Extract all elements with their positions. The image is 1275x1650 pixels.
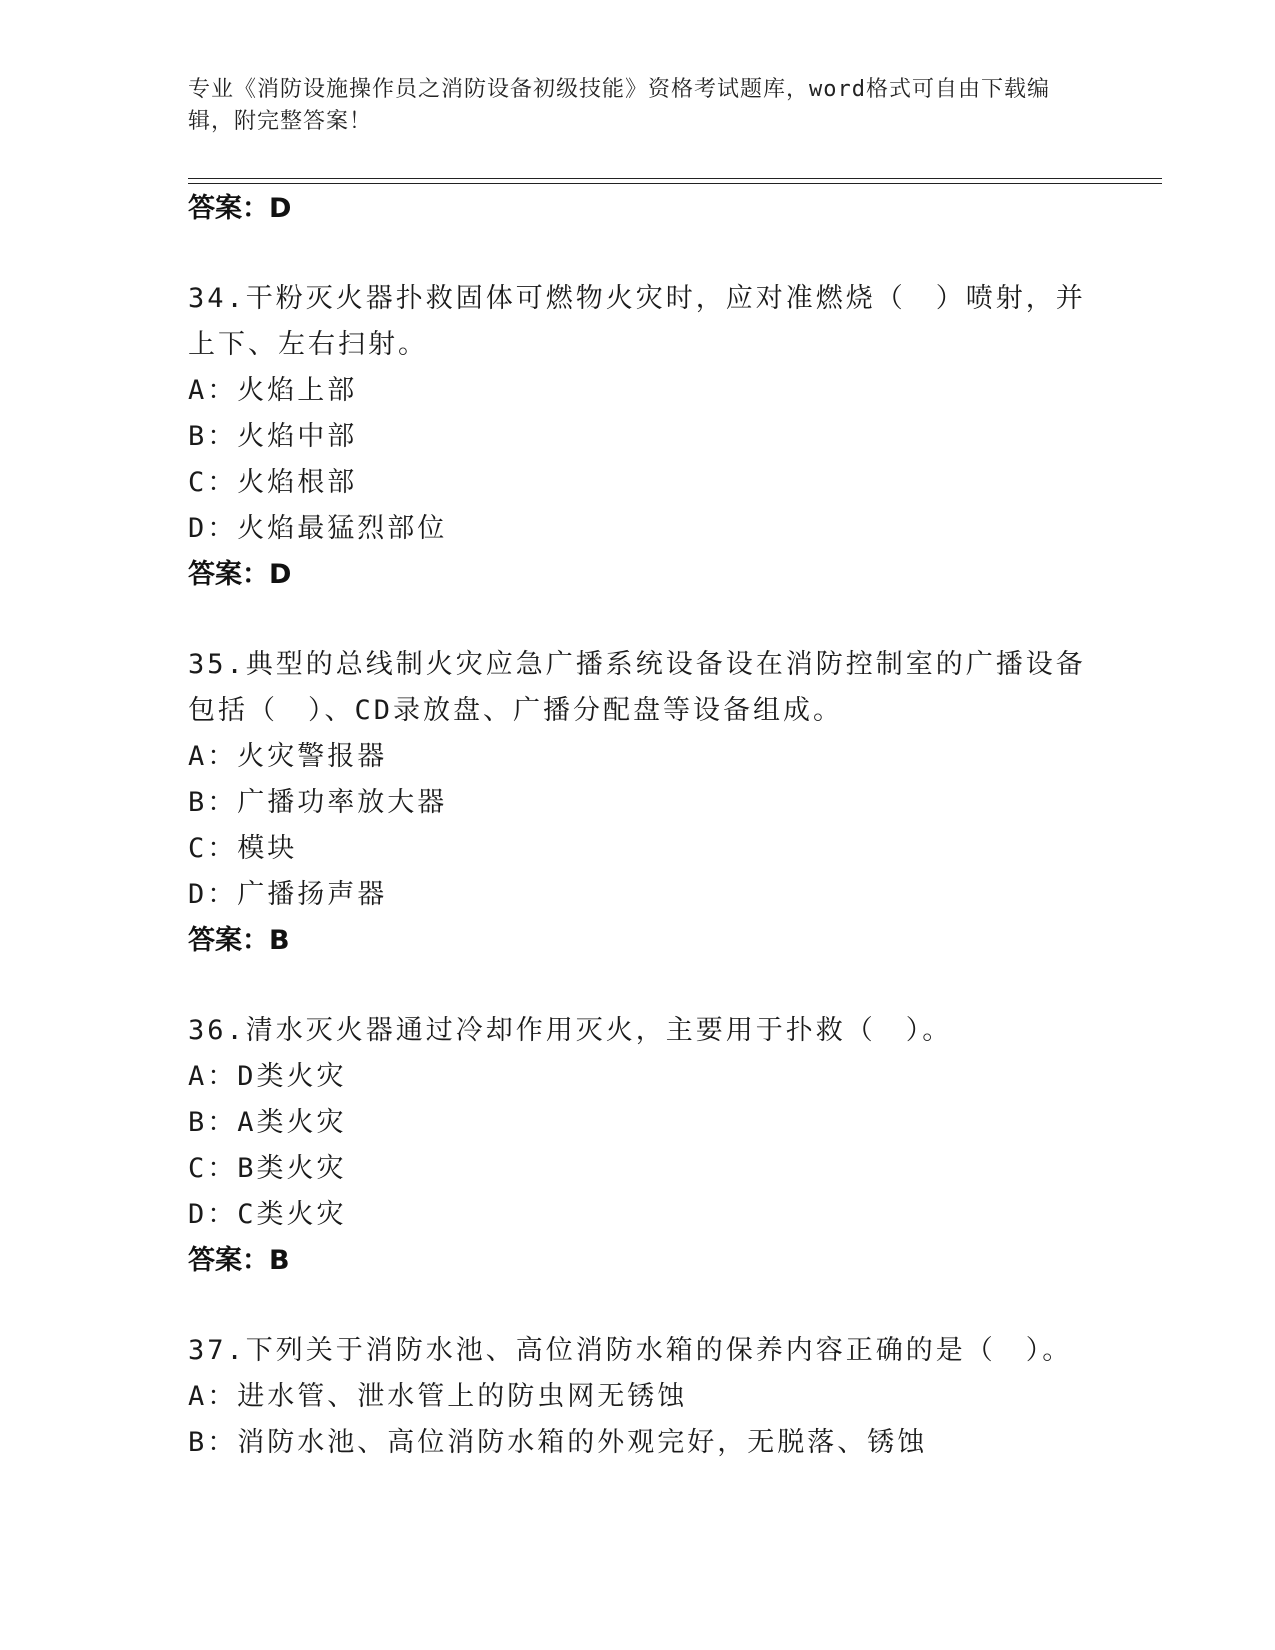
option-a: A：进水管、泄水管上的防虫网无锈蚀 (188, 1381, 688, 1412)
option-b: B：消防水池、高位消防水箱的外观完好，无脱落、锈蚀 (188, 1427, 928, 1458)
question-stem: 34.干粉灭火器扑救固体可燃物火灾时，应对准燃烧（ ）喷射，并上下、左右扫射。 (188, 283, 1086, 360)
answer-line: 答案：D (188, 559, 292, 590)
option-d: D：广播扬声器 (188, 879, 388, 910)
question-stem: 36.清水灭火器通过冷却作用灭火，主要用于扑救（ ）。 (188, 1015, 953, 1046)
answer-line: 答案：B (188, 1245, 290, 1276)
question-stem: 37.下列关于消防水池、高位消防水箱的保养内容正确的是（ ）。 (188, 1335, 1073, 1366)
question-37 (188, 1328, 1088, 1466)
option-b: B：火焰中部 (188, 421, 358, 452)
question-36 (188, 1008, 1088, 1284)
question-list (188, 186, 1088, 1466)
answer-line: 答案：B (188, 925, 290, 956)
option-c: C：B类火灾 (188, 1153, 347, 1184)
option-b: B：A类火灾 (188, 1107, 347, 1138)
question-stem: 35.典型的总线制火灾应急广播系统设备设在消防控制室的广播设备包括（ ）、CD录放盘、广播分配盘等设备组成。 (188, 649, 1086, 726)
option-d: D：C类火灾 (188, 1199, 347, 1230)
question-34 (188, 276, 1088, 598)
header-rule-top (188, 178, 1162, 179)
answer-line: 答案：D (188, 193, 292, 224)
option-b: B：广播功率放大器 (188, 787, 448, 818)
option-c: C：模块 (188, 833, 298, 864)
option-a: A：火焰上部 (188, 375, 358, 406)
option-a: A：D类火灾 (188, 1061, 347, 1092)
option-c: C：火焰根部 (188, 467, 358, 498)
header-rule-bottom (188, 183, 1162, 184)
option-d: D：火焰最猛烈部位 (188, 513, 448, 544)
question-35 (188, 642, 1088, 964)
option-a: A：火灾警报器 (188, 741, 388, 772)
document-header: 专业《消防设施操作员之消防设备初级技能》资格考试题库，word格式可自由下载编辑，附完整答案！ (188, 77, 1050, 134)
